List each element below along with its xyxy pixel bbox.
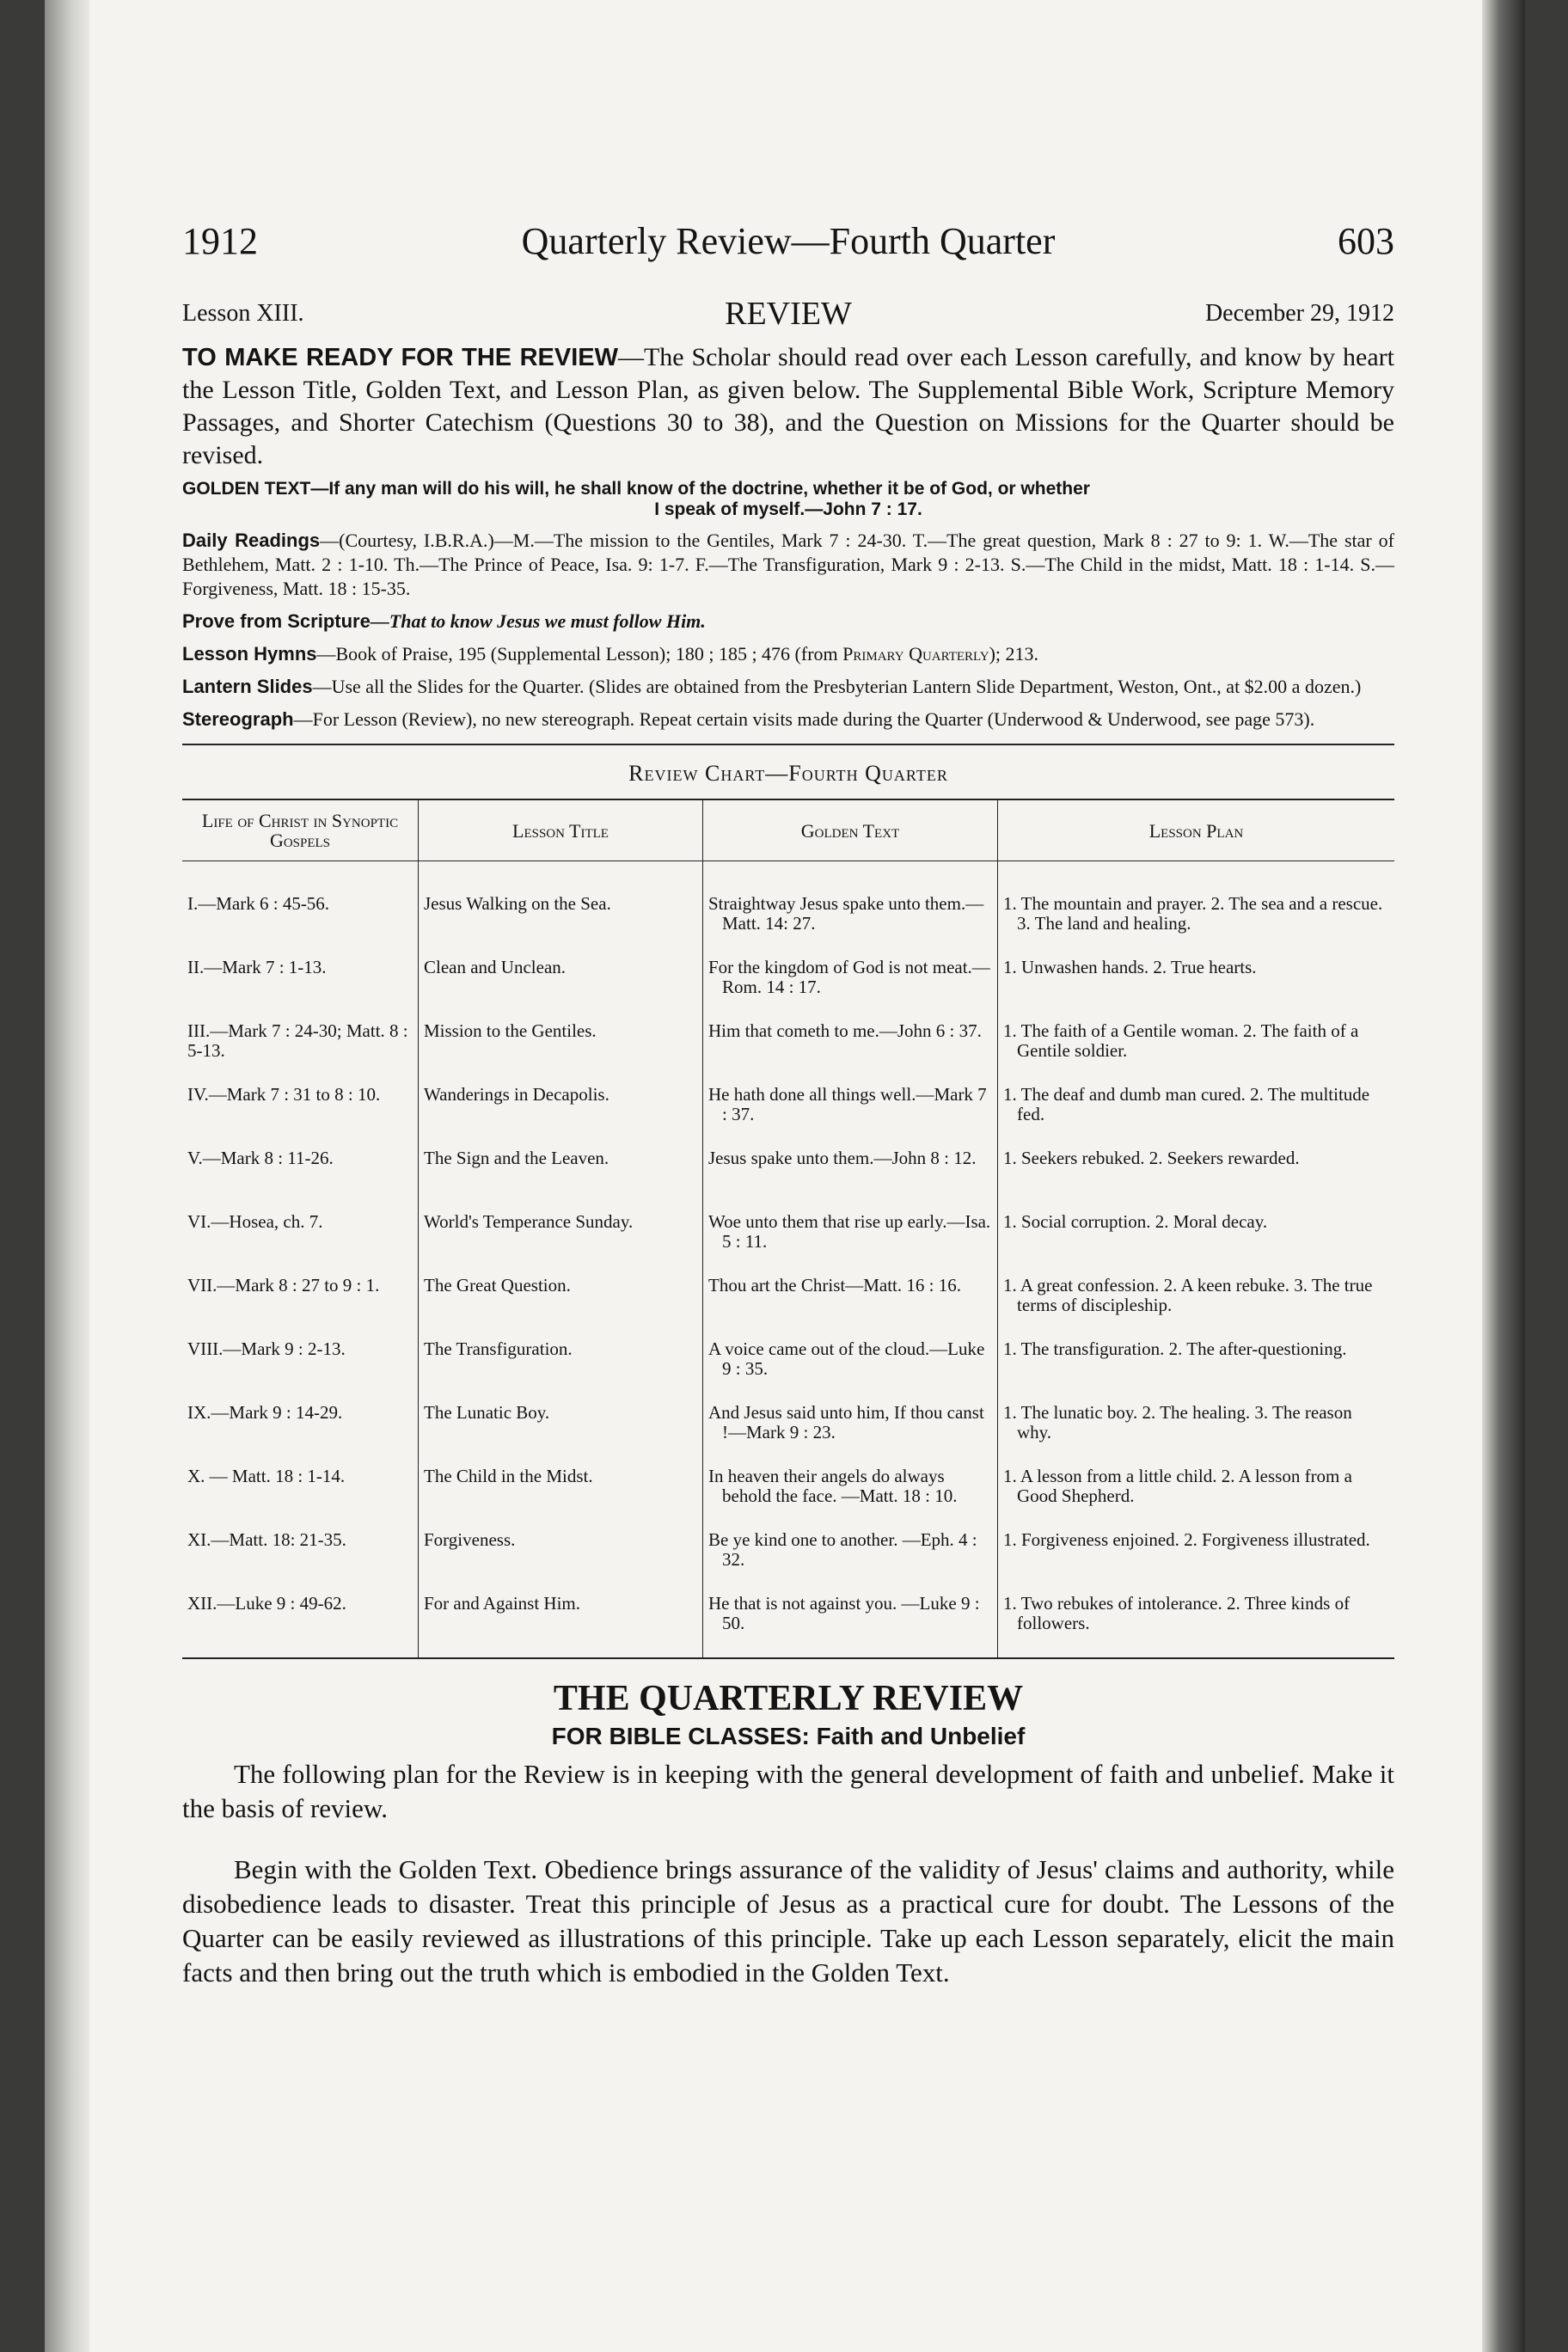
cell-golden-text: In heaven their angels do always behold the face. —Matt. 18 : 10.: [703, 1463, 998, 1527]
cell-lesson-plan: 1. Two rebukes of intolerance. 2. Three kinds of followers.: [998, 1590, 1395, 1658]
lesson-title: REVIEW: [725, 296, 852, 332]
review-chart-body: [182, 861, 1394, 1659]
cell-life-of-christ: I.—Mark 6 : 45-56.: [187, 893, 330, 914]
cell-lesson-plan: 1. The deaf and dumb man cured. 2. The multitude fed.: [998, 1081, 1395, 1145]
binding-edge: [45, 0, 89, 2352]
cell-golden-text: Woe unto them that rise up early.—Isa. 5 : 11.: [703, 1209, 998, 1272]
lesson-line: [182, 295, 1394, 334]
table-row: [182, 1336, 1394, 1400]
table-row: [182, 954, 1394, 1018]
cell-lesson-plan: 1. The mountain and prayer. 2. The sea and a rescue. 3. The land and healing.: [998, 861, 1395, 955]
cell-lesson-title: The Transfiguration.: [419, 1336, 703, 1400]
cell-lesson-title: The Sign and the Leaven.: [419, 1145, 703, 1209]
review-chart: [182, 799, 1394, 1659]
prove-text: —That to know Jesus we must follow Him.: [370, 610, 706, 632]
cell-life-of-christ: IV.—Mark 7 : 31 to 8 : 10.: [187, 1084, 381, 1105]
table-row: [182, 1272, 1394, 1336]
cell-golden-text: He hath done all things well.—Mark 7 : 37.: [703, 1081, 998, 1145]
hymns-primary-quarterly: Primary Quarterly: [842, 643, 989, 665]
intro-lead: TO MAKE READY FOR THE REVIEW: [182, 344, 618, 371]
col-life-of-christ: Life of Christ in Synoptic Gospels: [182, 799, 419, 861]
daily-readings-label: Daily Readings: [182, 530, 321, 551]
prove-from-scripture: [182, 609, 1394, 634]
cell-life-of-christ: V.—Mark 8 : 11-26.: [187, 1148, 334, 1168]
table-row: [182, 1081, 1394, 1145]
golden-text-line1: GOLDEN TEXT—If any man will do his will, he shall know of the doctrine, whether it be of God, or whether: [182, 479, 1090, 499]
section-rule: [182, 744, 1394, 745]
quarterly-review-subheading: FOR BIBLE CLASSES: Faith and Unbelief: [551, 1723, 1026, 1749]
cell-golden-text: Him that cometh to me.—John 6 : 37.: [703, 1018, 998, 1081]
table-row: [182, 1018, 1394, 1081]
golden-text-line2: I speak of myself.—John 7 : 17.: [654, 499, 922, 519]
cell-lesson-title: Mission to the Gentiles.: [419, 1018, 703, 1081]
cell-life-of-christ: IX.—Mark 9 : 14-29.: [187, 1402, 343, 1423]
review-chart-title: Review Chart—Fourth Quarter: [628, 761, 948, 786]
cell-life-of-christ: XII.—Luke 9 : 49-62.: [182, 1590, 419, 1658]
cell-lesson-title: The Great Question.: [419, 1272, 703, 1336]
lesson-hymns: [182, 642, 1394, 666]
cell-golden-text: He that is not against you. —Luke 9 : 50.: [703, 1590, 998, 1658]
col-lesson-plan: Lesson Plan: [998, 799, 1395, 861]
cell-life-of-christ: VI.—Hosea, ch. 7.: [187, 1211, 323, 1232]
col-golden-text: Golden Text: [703, 799, 998, 861]
cell-lesson-plan: 1. The faith of a Gentile woman. 2. The faith of a Gentile soldier.: [998, 1018, 1395, 1081]
cell-lesson-title: Clean and Unclean.: [419, 954, 703, 1018]
daily-readings: [182, 529, 1394, 601]
cell-lesson-title: For and Against Him.: [419, 1590, 703, 1658]
hymns-text-a: —Book of Praise, 195 (Supplemental Lesson); 180 ; 185 ; 476 (from: [316, 643, 843, 665]
lantern-slides: [182, 675, 1394, 699]
cell-lesson-title: Forgiveness.: [419, 1527, 703, 1590]
page-number: 603: [1338, 220, 1394, 262]
table-row: [182, 861, 1394, 955]
intro-paragraph: [182, 341, 1394, 472]
review-paragraph-2: Begin with the Golden Text. Obedience brings assurance of the validity of Jesus' claims and authority, while disobedience leads to disaster. Treat this principle of Jesus as a practical cure for doubt. The Lessons of the Quarter can be easily reviewed as illustrations of this principle. Take up each Lesson separately, elicit the main facts and then bring out the truth which is embodied in the Golden Text.: [182, 1854, 1394, 1988]
cell-life-of-christ: III.—Mark 7 : 24-30; Matt. 8 : 5-13.: [187, 1020, 408, 1061]
daily-readings-text: —(Courtesy, I.B.R.A.)—M.—The mission to the Gentiles, Mark 7 : 24-30. T.—The great question, Mark 8 : 27 to 9: 1. W.—The star of Bethlehem, Matt. 2 : 1-10. Th.—The Prince of Peace, Isa. 9: 1-7. F.—The Transfiguration, Mark 9 : 2-13. S.—The Child in the midst, Matt. 18 : 1-14. S.—Forgiveness, Matt. 18 : 15-35.: [182, 530, 1394, 599]
cell-lesson-plan: 1. Unwashen hands. 2. True hearts.: [998, 954, 1395, 1018]
slides-text: —Use all the Slides for the Quarter. (Slides are obtained from the Presbyterian Lantern Slide Department, Weston, Ont., at $2.00 a dozen.): [312, 676, 1362, 697]
stereograph: [182, 707, 1394, 732]
cell-golden-text: Jesus spake unto them.—John 8 : 12.: [703, 1145, 998, 1209]
cell-golden-text: And Jesus said unto him, If thou canst !—Mark 9 : 23.: [703, 1400, 998, 1463]
cell-golden-text: Be ye kind one to another. —Eph. 4 : 32.: [703, 1527, 998, 1590]
cell-life-of-christ: II.—Mark 7 : 1-13.: [187, 957, 327, 977]
running-head: [182, 219, 1394, 271]
header-title: Quarterly Review—Fourth Quarter: [521, 220, 1056, 262]
next-page-edge: [1482, 0, 1525, 2352]
cell-lesson-plan: 1. A lesson from a little child. 2. A lesson from a Good Shepherd.: [998, 1463, 1395, 1527]
col-lesson-title: Lesson Title: [419, 799, 703, 861]
cell-life-of-christ: XI.—Matt. 18: 21-35.: [187, 1529, 346, 1550]
cell-lesson-plan: 1. The transfiguration. 2. The after-questioning.: [998, 1336, 1395, 1400]
page: [45, 0, 1525, 2352]
stereo-label: Stereograph: [182, 708, 294, 730]
cell-golden-text: Straightway Jesus spake unto them.—Matt. 14: 27.: [703, 861, 998, 955]
table-row: [182, 1590, 1394, 1658]
cell-lesson-plan: 1. Social corruption. 2. Moral decay.: [998, 1209, 1395, 1272]
cell-lesson-plan: 1. Seekers rebuked. 2. Seekers rewarded.: [998, 1145, 1395, 1209]
slides-label: Lantern Slides: [182, 676, 313, 697]
table-row: [182, 1209, 1394, 1272]
table-row: [182, 1400, 1394, 1463]
intro-text: —The Scholar should read over each Lesson carefully, and know by heart the Lesson Title, Golden Text, and Lesson Plan, as given below. The Supplemental Bible Work, Scripture Memory Passages, and Shorter Catechism (Questions 30 to 38), and the Question on Missions for the Quarter should be revised.: [182, 343, 1394, 469]
cell-golden-text: A voice came out of the cloud.—Luke 9 : 35.: [703, 1336, 998, 1400]
golden-text: [182, 479, 1394, 520]
hymns-text-b: ); 213.: [989, 643, 1039, 665]
cell-lesson-plan: 1. A great confession. 2. A keen rebuke. 3. The true terms of discipleship.: [998, 1272, 1395, 1336]
review-chart-header: [182, 799, 1394, 861]
lesson-date: December 29, 1912: [1204, 300, 1394, 327]
cell-life-of-christ: VIII.—Mark 9 : 2-13.: [187, 1338, 346, 1359]
prove-label: Prove from Scripture: [182, 610, 371, 632]
lesson-number: Lesson XIII.: [182, 300, 304, 327]
cell-lesson-plan: 1. Forgiveness enjoined. 2. Forgiveness illustrated.: [998, 1527, 1395, 1590]
page-content: [182, 219, 1394, 2017]
hymns-label: Lesson Hymns: [182, 643, 317, 665]
cell-lesson-title: Jesus Walking on the Sea.: [419, 861, 703, 955]
cell-golden-text: For the kingdom of God is not meat.—Rom. 14 : 17.: [703, 954, 998, 1018]
quarterly-review-heading: THE QUARTERLY REVIEW: [553, 1679, 1024, 1718]
cell-life-of-christ: VII.—Mark 8 : 27 to 9 : 1.: [187, 1275, 380, 1295]
cell-lesson-title: Wanderings in Decapolis.: [419, 1081, 703, 1145]
table-row: [182, 1463, 1394, 1527]
table-row: [182, 1145, 1394, 1209]
cell-lesson-plan: 1. The lunatic boy. 2. The healing. 3. The reason why.: [998, 1400, 1395, 1463]
cell-lesson-title: The Child in the Midst.: [419, 1463, 703, 1527]
cell-life-of-christ: X. — Matt. 18 : 1-14.: [187, 1466, 346, 1486]
review-paragraph-1: The following plan for the Review is in keeping with the general development of faith and unbelief. Make it the basis of review.: [182, 1759, 1394, 1823]
cell-lesson-title: World's Temperance Sunday.: [419, 1209, 703, 1272]
header-year: 1912: [182, 220, 258, 262]
cell-golden-text: Thou art the Christ—Matt. 16 : 16.: [703, 1272, 998, 1336]
stereo-text: —For Lesson (Review), no new stereograph. Repeat certain visits made during the Quarter (Underwood & Underwood, see page 573).: [293, 708, 1315, 730]
table-row: [182, 1527, 1394, 1590]
cell-lesson-title: The Lunatic Boy.: [419, 1400, 703, 1463]
